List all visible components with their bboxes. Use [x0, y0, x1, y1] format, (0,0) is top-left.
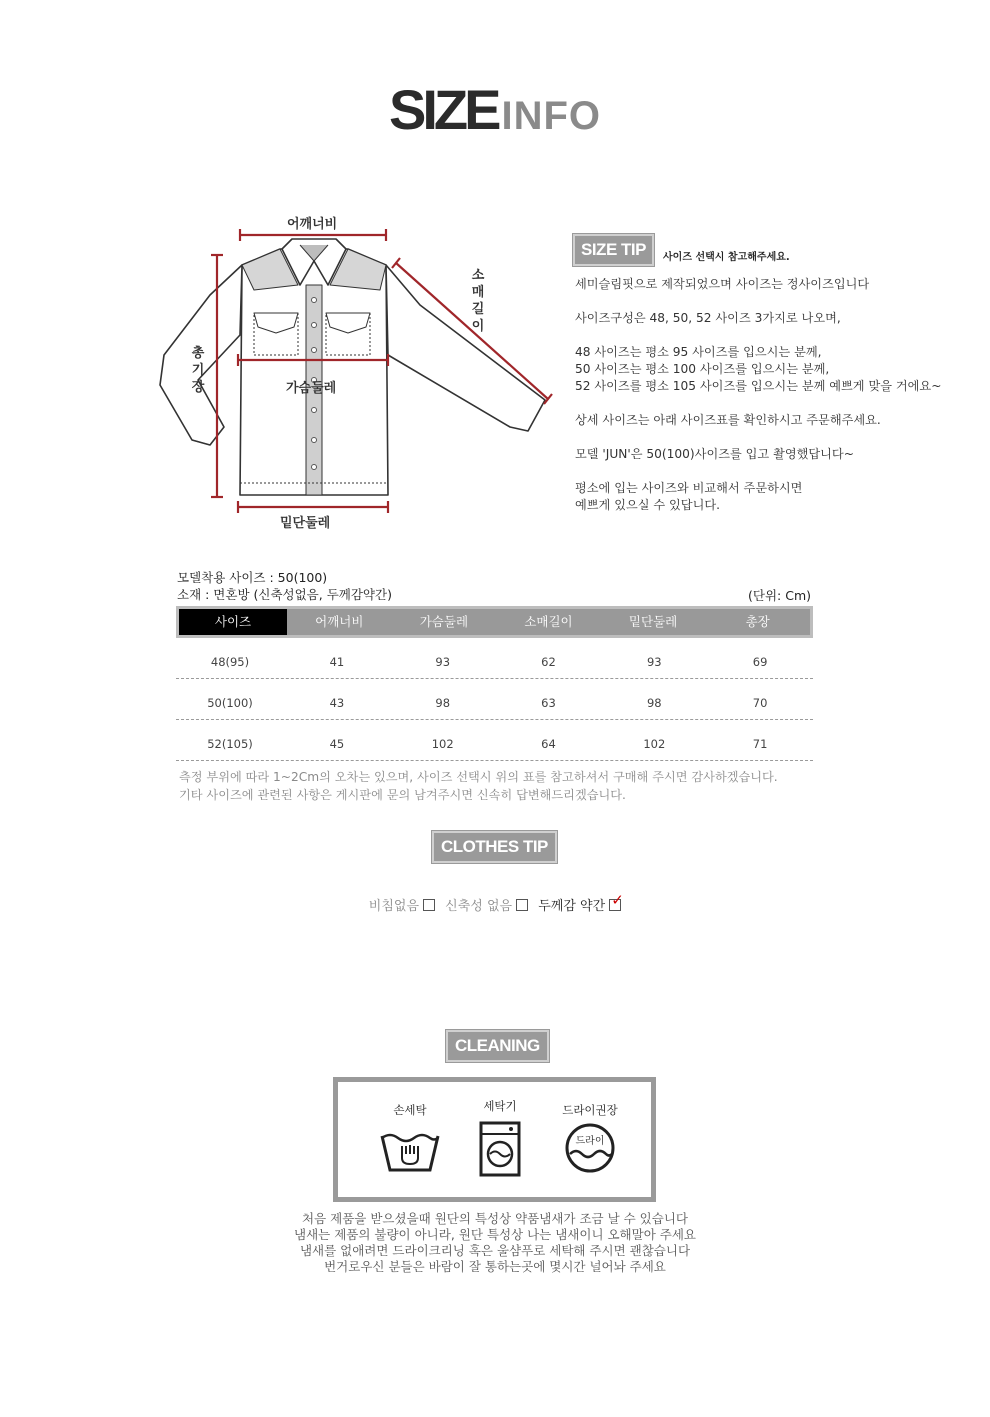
tip-line: 평소에 입는 사이즈와 비교해서 주문하시면 — [575, 481, 803, 495]
cleaning-badge: CLEANING — [446, 1030, 549, 1062]
header-cell: 밑단둘레 — [628, 614, 678, 629]
cleaning-line: 냄새는 제품의 불량이 아니라, 원단 특성상 나는 냄새이니 오해말아 주세요 — [294, 1227, 696, 1242]
check-label: 두께감 약간 — [538, 899, 606, 914]
check-item-thickness — [538, 891, 624, 914]
check-item-stretch — [445, 895, 528, 914]
model-size: 모델착용 사이즈 : 50(100) — [177, 570, 328, 585]
header-cell: 어깨너비 — [315, 614, 364, 629]
table-cell: 52(105) — [207, 737, 253, 751]
tip-line — [575, 463, 941, 480]
table-cell: 69 — [752, 655, 768, 669]
care-dry-clean — [550, 1102, 630, 1174]
size-notes — [179, 768, 778, 804]
label-sleeve-length: 소매길이 — [471, 268, 485, 334]
header-cell: 사이즈 — [179, 609, 287, 635]
header-cell: 총장 — [745, 614, 770, 629]
care-label: 손세탁 — [393, 1103, 427, 1117]
header-cell: 가슴둘레 — [419, 614, 469, 629]
label-total-length: 총기장 — [191, 346, 205, 395]
care-hand-wash — [370, 1102, 450, 1176]
table-cell: 102 — [431, 737, 454, 751]
table-cell: 62 — [541, 655, 556, 669]
care-washing-machine — [460, 1098, 540, 1178]
table-row — [176, 720, 813, 761]
table-cell: 64 — [541, 737, 556, 751]
title-info: INFO — [501, 94, 601, 138]
table-cell: 93 — [646, 655, 662, 669]
title-size: SIZE — [388, 78, 498, 141]
cleaning-icons-box — [333, 1077, 656, 1202]
tip-line — [575, 395, 941, 412]
tip-line: 48 사이즈는 평소 95 사이즈를 입으시는 분께, — [575, 345, 822, 359]
care-label: 드라이권장 — [562, 1103, 618, 1117]
tip-line: 사이즈구성은 48, 50, 52 사이즈 3가지로 나오며, — [575, 311, 841, 325]
table-cell: 50(100) — [207, 696, 253, 710]
size-table — [176, 606, 813, 761]
clothes-tip-section — [432, 831, 557, 863]
model-info — [177, 569, 392, 603]
check-label: 신축성 없음 — [445, 899, 513, 914]
size-tip-text — [575, 276, 941, 514]
table-cell: 41 — [329, 655, 345, 669]
tip-line — [575, 429, 941, 446]
size-tip-note: 사이즈 선택시 참고해주세요. — [663, 252, 790, 263]
table-cell: 70 — [752, 696, 768, 710]
dry-clean-icon — [564, 1122, 616, 1174]
tip-line: 상세 사이즈는 아래 사이즈표를 확인하시고 주문해주세요. — [575, 413, 881, 427]
size-tip-section — [573, 234, 790, 266]
note-line: 기타 사이즈에 관련된 사항은 게시판에 문의 남겨주시면 신속히 답변해드리겠습니다. — [179, 788, 626, 802]
check-item-see-through — [369, 895, 435, 914]
header-cell: 소매길이 — [524, 614, 573, 629]
table-cell: 98 — [435, 696, 451, 710]
table-row — [176, 679, 813, 720]
check-label: 비침없음 — [368, 899, 420, 914]
material-info: 소재 : 면혼방 (신축성없음, 두께감약간) — [177, 587, 392, 602]
tip-line: 예쁘게 있으실 수 있답니다. — [575, 498, 721, 512]
table-cell: 93 — [435, 655, 451, 669]
tip-line: 모델 'JUN'은 50(100)사이즈를 입고 촬영했답니다~ — [575, 447, 854, 461]
table-header — [176, 606, 813, 638]
table-cell: 63 — [541, 696, 556, 710]
shirt-illustration — [150, 205, 570, 545]
checkbox-empty-icon — [423, 899, 435, 911]
cleaning-line: 냄새를 없애려면 드라이크리닝 혹은 울샴푸로 세탁해 주시면 괜찮습니다 — [299, 1243, 691, 1258]
note-line: 측정 부위에 따라 1~2Cm의 오차는 있으며, 사이즈 선택시 위의 표를 참고하셔서 구매해 주시면 감사하겠습니다. — [179, 770, 778, 784]
page-title — [0, 78, 990, 141]
label-chest: 가슴둘레 — [286, 381, 337, 396]
shirt-diagram — [150, 205, 570, 545]
size-tip-badge: SIZE TIP — [573, 234, 654, 266]
tip-line — [575, 327, 941, 344]
dry-clean-circle-icon — [564, 1122, 616, 1174]
tip-line: 52 사이즈를 평소 105 사이즈를 입으시는 분께 예쁘게 맞을 거에요~ — [575, 379, 942, 393]
cleaning-line: 처음 제품을 받으셨을때 원단의 특성상 약품냄새가 조금 날 수 있습니다 — [302, 1211, 688, 1226]
label-shoulder-width: 어깨너비 — [287, 217, 338, 232]
table-row — [176, 638, 813, 679]
tip-line: 세미슬림핏으로 제작되었으며 사이즈는 정사이즈입니다 — [575, 277, 870, 291]
table-cell: 98 — [646, 696, 662, 710]
table-cell: 45 — [329, 737, 345, 751]
dry-clean-inner-text: 드라이 — [575, 1136, 605, 1147]
cleaning-section — [446, 1030, 549, 1062]
table-cell: 48(95) — [210, 655, 250, 669]
care-label: 세탁기 — [483, 1099, 517, 1113]
clothes-tip-badge: CLOTHES TIP — [432, 831, 557, 863]
cleaning-line: 번거로우신 분들은 바람이 잘 통하는곳에 몇시간 널어놔 주세요 — [324, 1259, 666, 1274]
washing-machine-icon — [478, 1120, 522, 1178]
unit-label: (단위: Cm) — [748, 588, 811, 603]
checkbox-checked-icon — [609, 891, 624, 911]
check-mark-icon: ✓ — [611, 891, 624, 909]
checkbox-empty-icon — [516, 899, 528, 911]
hand-wash-icon — [378, 1124, 442, 1176]
tip-line: 50 사이즈는 평소 100 사이즈를 입으시는 분께, — [575, 362, 830, 376]
table-cell: 71 — [752, 737, 768, 751]
tip-line — [575, 293, 941, 310]
label-hem: 밑단둘레 — [280, 516, 331, 531]
cleaning-notes — [0, 1211, 990, 1275]
fabric-checklist — [0, 891, 990, 914]
table-cell: 43 — [329, 696, 345, 710]
table-cell: 102 — [643, 737, 666, 751]
